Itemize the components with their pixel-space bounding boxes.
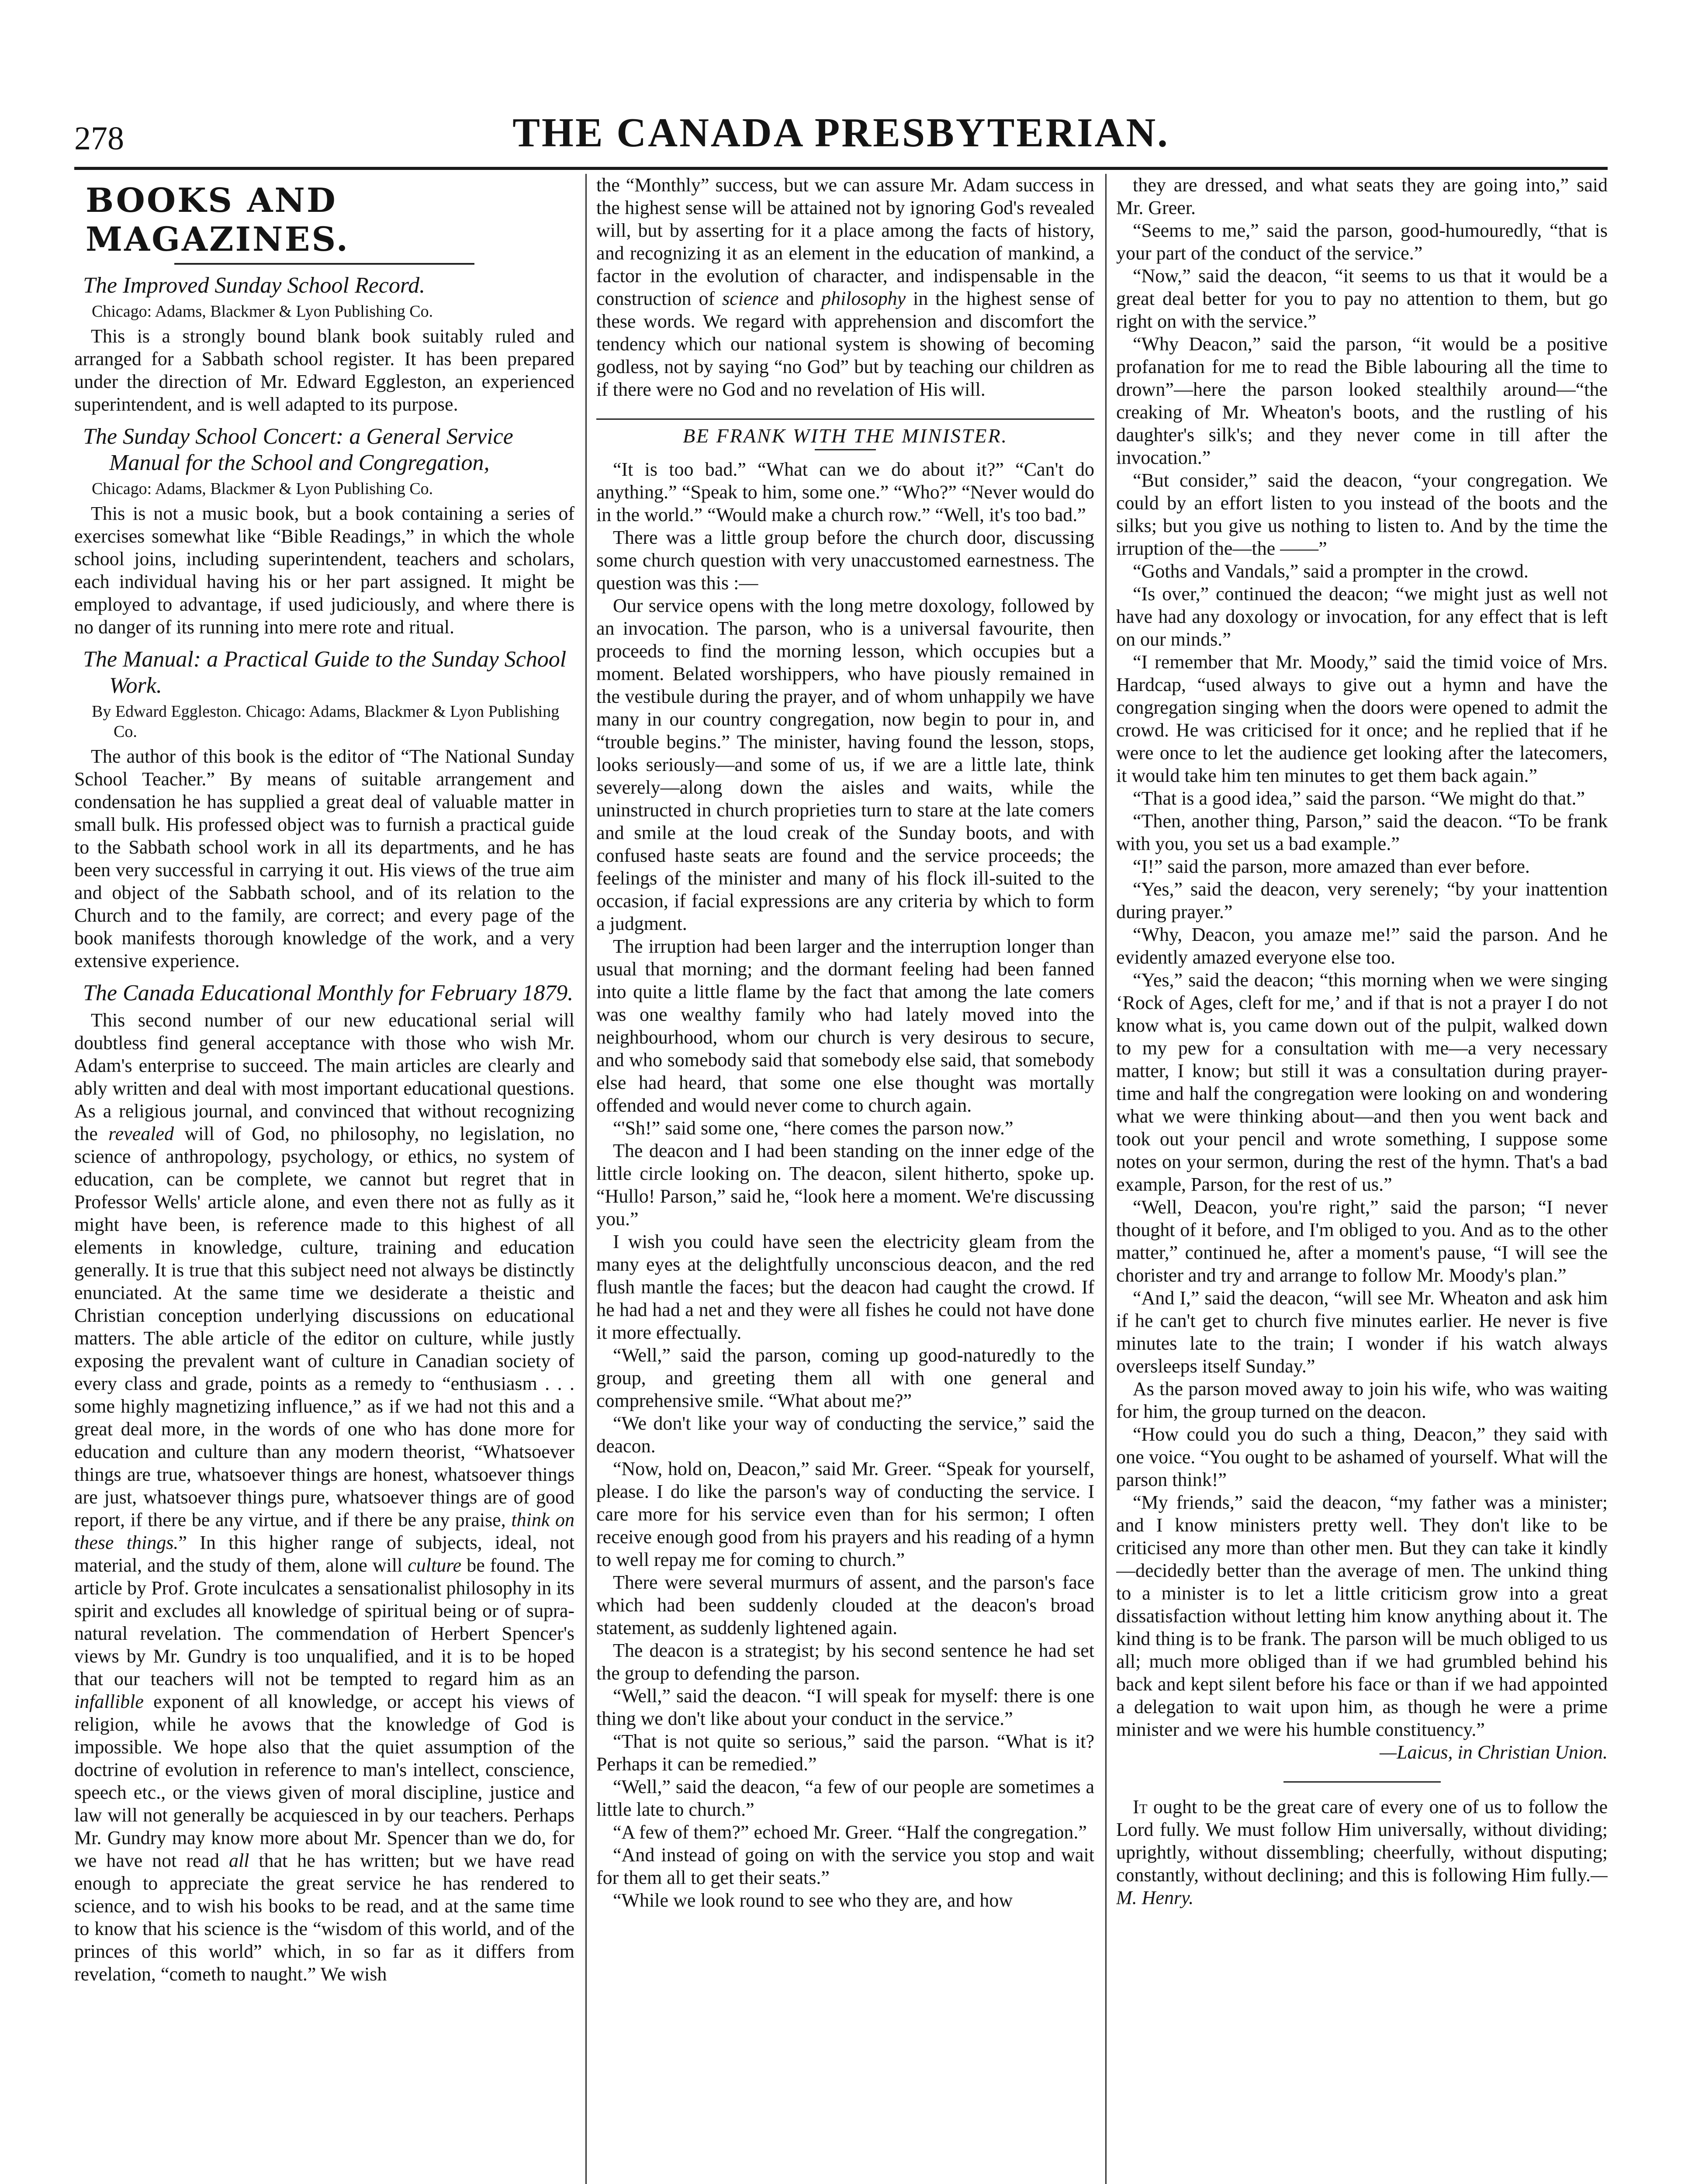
- paragraph: “Yes,” said the deacon; “this morning when we were singing ‘Rock of Ages, cleft for me,’ and if that is not a prayer I do not know what is, you came down out of the pulpit, walked down to my pew for a consultation with me—a very necessary matter, I know; but still it was a consultation during prayer-time and half the congregation were looking on and wondering what we were thinking about—and then you went back and took out your pencil and wrote something, I suppose some notes on your sermon, during the rest of the hymn. That's a bad example, Parson, for the rest of us.”: [1116, 969, 1608, 1195]
- book-review: The author of this book is the editor of “The National Sunday School Teacher.” By means of suitable arrangement and condensation he has supplied a great deal of valuable matter in small bulk. His professed object was to furnish a practical guide to the Sabbath school work in all its departments, and he has been very successful in carrying it out. His views of the true aim and object of the Sabbath school, and of its relation to the Church and to the family, are correct; and every page of the book manifests thorough knowledge of the work, and a very extensive experience.: [74, 746, 574, 971]
- book-imprint: Chicago: Adams, Blackmer & Lyon Publishing Co.: [92, 480, 433, 498]
- paragraph: “Is over,” continued the deacon; “we might just as well not have had any doxology or invocation, for any effect that is left on our minds.”: [1116, 583, 1608, 650]
- book-title: The Canada Educational Monthly for February 1879.: [83, 981, 574, 1006]
- paragraph: The deacon and I had been standing on the inner edge of the little circle looking on. The deacon, silent hitherto, spoke up. “Hullo! Parson,” said he, “look here a moment. We're discussing you.”: [596, 1140, 1094, 1230]
- paragraph: “I!” said the parson, more amazed than ever before.: [1133, 856, 1530, 877]
- paragraph: “Now,” said the deacon, “it seems to us that it would be a great deal better for you to pay no attention to them, but go right on with the service.”: [1116, 265, 1608, 332]
- paragraph: Our service opens with the long metre doxology, followed by an invocation. The parson, who is a universal favourite, then proceeds to find the morning lesson, which occupies but a moment. Belated worshippers, who have piously remained in the vestibule during the prayer, and of whom unhappily we have many in our country congregation, now begin to pour in, and “trouble begins.” The minister, having found the lesson, stops, looks seriously—and some of us, if we are a little late, think severely—along down the aisles and waits, while the uninstructed in church proprieties turn to stare at the late comers and smile at the loud creak of the Sunday boots, and with confused haste seats are found and the service proceeds; the feelings of the minister and many of his flock ill-suited to the occasion, if facial expressions are any criteria by which to form a judgment.: [596, 595, 1094, 934]
- paragraph: “We don't like your way of conducting the service,” said the deacon.: [596, 1413, 1094, 1457]
- column-divider: [1105, 174, 1107, 2184]
- section-title: BOOKS AND MAGAZINES.: [86, 181, 350, 259]
- book-title: The Improved Sunday School Record.: [83, 273, 426, 298]
- book-review: This second number of our new educational serial will doubtless find general acceptance with those who wish Mr. Adam's enterprise to succeed. The main articles are clearly and ably written and deal with most important educational questions. As a religious journal, and convinced that without recognizing the revealed will of God, no philosophy, no legislation, no science of anthropology, psychology, or ethics, no system of education, can be complete, we cannot but regret that in Professor Wells' article alone, and even there not as fully as it might have been, is reference made to this highest of all elements in knowledge, culture, training and education generally. It is true that this subject need not always be distinctly enunciated. At the same time we desiderate a theistic and Christian conception underlying discussions on educational matters. The able article of the editor on culture, while justly exposing the prevalent want of culture in Canadian society of every class and grade, points as a remedy to “enthusiasm . . . some highly magnetizing influence,” as if we had not this and a great deal more, in the words of one who has done more for education and culture than any modern theorist, “Whatsoever things are true, whatsoever things are honest, whatsoever things are just, whatsoever things pure, whatsoever things are of good report, if there be any virtue, and if there be any praise, think on these things.” In this higher range of subjects, ideal, not material, and the study of them, alone will culture be found. The article by Prof. Grote inculcates a sensationalist philosophy in its spirit and excludes all knowledge of spiritual being or of supra-natural revelation. The commendation of Herbert Spencer's views by Mr. Gundry is too unqualified, and it is to be hoped that our teachers will not be tempted to regard him as an infallible exponent of all knowledge, or accept his views of religion, while he avows that the knowledge of God is impossible. We hope also that the quiet assumption of the doctrine of evolution in reference to man's intellect, conscience, speech etc., or the views given of moral discipline, justice and law will not generally be acquiesced in by our teachers. Perhaps Mr. Gundry may know more about Mr. Spencer than we do, for we have not read all that he has written; but we have read enough to appreciate the great service he has rendered to science, and to wish his books to be read, and at the same time to know that his science is the “wisdom of this world, and of the princes of this world” which, in so far as it differs from revelation, “cometh to naught.” We wish: [74, 1009, 574, 1985]
- paragraph: “Well,” said the parson, coming up good-naturedly to the group, and greeting them all with one general and comprehensive smile. “What about me?”: [596, 1344, 1094, 1411]
- article-title: BE FRANK WITH THE MINISTER.: [682, 425, 1008, 447]
- paragraph: “But consider,” said the deacon, “your congregation. We could by an effort listen to you instead of the boots and the silks; but you give us nothing to listen to. And by the time the irruption of the—the ——”: [1116, 470, 1608, 559]
- title-rule: [815, 449, 876, 450]
- article-body: [596, 458, 1094, 1912]
- article-rule: [596, 418, 1094, 420]
- paragraph: There were several murmurs of assent, and the parson's face which had been suddenly clouded at the deacon's broad statement, as suddenly lightened again.: [596, 1572, 1094, 1638]
- column-divider: [585, 174, 587, 2184]
- book-title: The Sunday School Concert: a General Service Manual for the School and Congregation,: [83, 424, 513, 475]
- attribution: —Laicus, in Christian Union.: [1380, 1742, 1608, 1763]
- paragraph: “And instead of going on with the service you stop and wait for them all to get their seats.”: [596, 1844, 1094, 1888]
- masthead-title: THE CANADA PRESBYTERIAN.: [512, 110, 1169, 156]
- page-header: [74, 109, 1608, 162]
- paragraph: “While we look round to see who they are, and how: [613, 1890, 1013, 1911]
- paragraph: “Well,” said the deacon. “I will speak for myself: there is one thing we don't like about your conduct in the service.”: [596, 1685, 1094, 1729]
- paragraph: “A few of them?” echoed Mr. Greer. “Half the congregation.”: [613, 1821, 1087, 1843]
- column-right: [1116, 174, 1608, 2184]
- paragraph: “That is not quite so serious,” said the parson. “What is it? Perhaps it can be remedied.”: [596, 1731, 1094, 1775]
- paragraph: “Goths and Vandals,” said a prompter in the crowd.: [1133, 560, 1529, 582]
- paragraph: I wish you could have seen the electricity gleam from the many eyes at the delightfully unconscious deacon, and the red flush mantle the faces; but the deacon had caught the crowd. If he had had a net and they were all fishes he could not have done it more effectually.: [596, 1231, 1094, 1343]
- paragraph: There was a little group before the church door, discussing some church question with very unaccustomed earnestness. The question was this :—: [596, 527, 1094, 594]
- paragraph: “How could you do such a thing, Deacon,” they said with one voice. “You ought to be ashamed of yourself. What will the parson think!”: [1116, 1424, 1608, 1490]
- paragraph: “Then, another thing, Parson,” said the deacon. “To be frank with you, you set us a bad example.”: [1116, 810, 1608, 854]
- paragraph: “'Sh!” said some one, “here comes the parson now.”: [613, 1117, 1014, 1139]
- book-review: This is not a music book, but a book containing a series of exercises somewhat like “Bible Readings,” in which the whole school joins, including superintendent, teachers and scholars, each individual having his or her part assigned. It might be employed to advantage, if used judiciously, and where there is no danger of its running into mere rote and ritual.: [74, 503, 574, 638]
- paragraph: “Why Deacon,” said the parson, “it would be a positive profanation for me to read the Bible labouring all the time to drown”—here the parson looked stealthily around—“the creaking of Mr. Wheaton's boots, and the rustling of his daughter's silk's; and they never come in till after the invocation.”: [1116, 333, 1608, 468]
- column-middle: [596, 174, 1094, 2184]
- separator-rule: [1283, 1781, 1441, 1783]
- paragraph: “Seems to me,” said the parson, good-humouredly, “that is your part of the conduct of the service.”: [1116, 220, 1608, 264]
- paragraph: “Well,” said the deacon, “a few of our people are sometimes a little late to church.”: [596, 1776, 1094, 1820]
- page-number: 278: [74, 120, 124, 157]
- book-title: The Manual: a Practical Guide to the Sunday School Work.: [83, 647, 567, 698]
- paragraph: “Why, Deacon, you amaze me!” said the parson. And he evidently amazed everyone else too.: [1116, 924, 1608, 968]
- book-imprint: Chicago: Adams, Blackmer & Lyon Publishing Co.: [92, 302, 433, 321]
- paragraph: “That is a good idea,” said the parson. “We might do that.”: [1133, 788, 1585, 809]
- paragraph: “My friends,” said the deacon, “my father was a minister; and I know ministers pretty well. They don't like to be criticised any more than other men. But they can take it kindly—decidedly better than the average of men. The unkind thing to a minister is to let a little criticism grow into a great dissatisfaction without letting him know anything about it. The kind thing is to be frank. The parson will be much obliged to us all; much more obliged than if we had grumbled behind his back and kept silent before his face or than if we had appointed a delegation to wait upon him, as though he were a prime minister and we were his humble constituency.”: [1116, 1492, 1608, 1740]
- paragraph: The irruption had been larger and the interruption longer than usual that morning; and the dormant feeling had been fanned into quite a little flame by the fact that among the late comers was one wealthy family who had lately moved into the neighbourhood, whom our church is very desirous to secure, and who somebody said that somebody else said, that somebody else had heard, that some one else thought was mortally offended and would never come to church again.: [596, 936, 1094, 1116]
- column-left: [74, 174, 574, 2184]
- book-imprint: By Edward Eggleston. Chicago: Adams, Blackmer & Lyon Publishing Co.: [92, 702, 560, 741]
- book-review: This is a strongly bound blank book suitably ruled and arranged for a Sabbath school register. It has been prepared under the direction of Mr. Edward Eggleston, an experienced superintendent, and is well adapted to its purpose.: [74, 325, 574, 415]
- paragraph: “Well, Deacon, you're right,” said the parson; “I never thought of it before, and I'm obliged to you. And as to the other matter,” continued he, after a moment's pause, “I will see the chorister and try and arrange to follow Mr. Moody's plan.”: [1116, 1196, 1608, 1286]
- paragraph: “Yes,” said the deacon, very serenely; “by your inattention during prayer.”: [1116, 878, 1608, 923]
- section-rule: [174, 263, 474, 265]
- header-rule: [74, 167, 1608, 170]
- paragraph: they are dressed, and what seats they are going into,” said Mr. Greer.: [1116, 174, 1608, 218]
- paragraph: “And I,” said the deacon, “will see Mr. Wheaton and ask him if he can't get to church five minutes earlier. He never is five minutes late to the train; I wonder if his watch always oversleeps itself Sunday.”: [1116, 1287, 1608, 1377]
- paragraph: As the parson moved away to join his wife, who was waiting for him, the group turned on the deacon.: [1116, 1378, 1608, 1422]
- paragraph: “I remember that Mr. Moody,” said the timid voice of Mrs. Hardcap, “used always to give out a hymn and have the congregation singing when the doors were opened to admit the crowd. He was criticised for it once; and he replied that if he were once to let the audience get looking after the latecomers, it would take him ten minutes to get them back again.”: [1116, 651, 1608, 786]
- article-body-continued: [1116, 174, 1608, 1741]
- continued-review: the “Monthly” success, but we can assure Mr. Adam success in the highest sense will be attained not by ignoring God's revealed will, but by asserting for it a place among the facts of history, and recognizing it as an element in the education of mankind, a factor in the evolution of character, and indispensable in the construction of science and philosophy in the highest sense of these words. We regard with apprehension and discomfort the tendency which our national system is showing of becoming godless, not by saying “no God” but by teaching our children as if there were no God and no revelation of His will.: [596, 174, 1094, 400]
- paragraph: “It is too bad.” “What can we do about it?” “Can't do anything.” “Speak to him, some one.” “Who?” “Never would do in the world.” “Would make a church row.” “Well, it's too bad.”: [596, 459, 1094, 525]
- paragraph: “Now, hold on, Deacon,” said Mr. Greer. “Speak for yourself, please. I do like the parson's way of conducting the service. I care more for his service even than for his sermon; I often receive enough good from his prayers and his reading of a hymn to well repay me for coming to church.”: [596, 1458, 1094, 1570]
- closing-note: It ought to be the great care of every one of us to follow the Lord fully. We must follow Him universally, without dividing; uprightly, without dissembling; cheerfully, without disputing; constantly, without declining; and this is following Him fully.—M. Henry.: [1116, 1796, 1608, 1908]
- paragraph: The deacon is a strategist; by his second sentence he had set the group to defending the parson.: [596, 1640, 1094, 1684]
